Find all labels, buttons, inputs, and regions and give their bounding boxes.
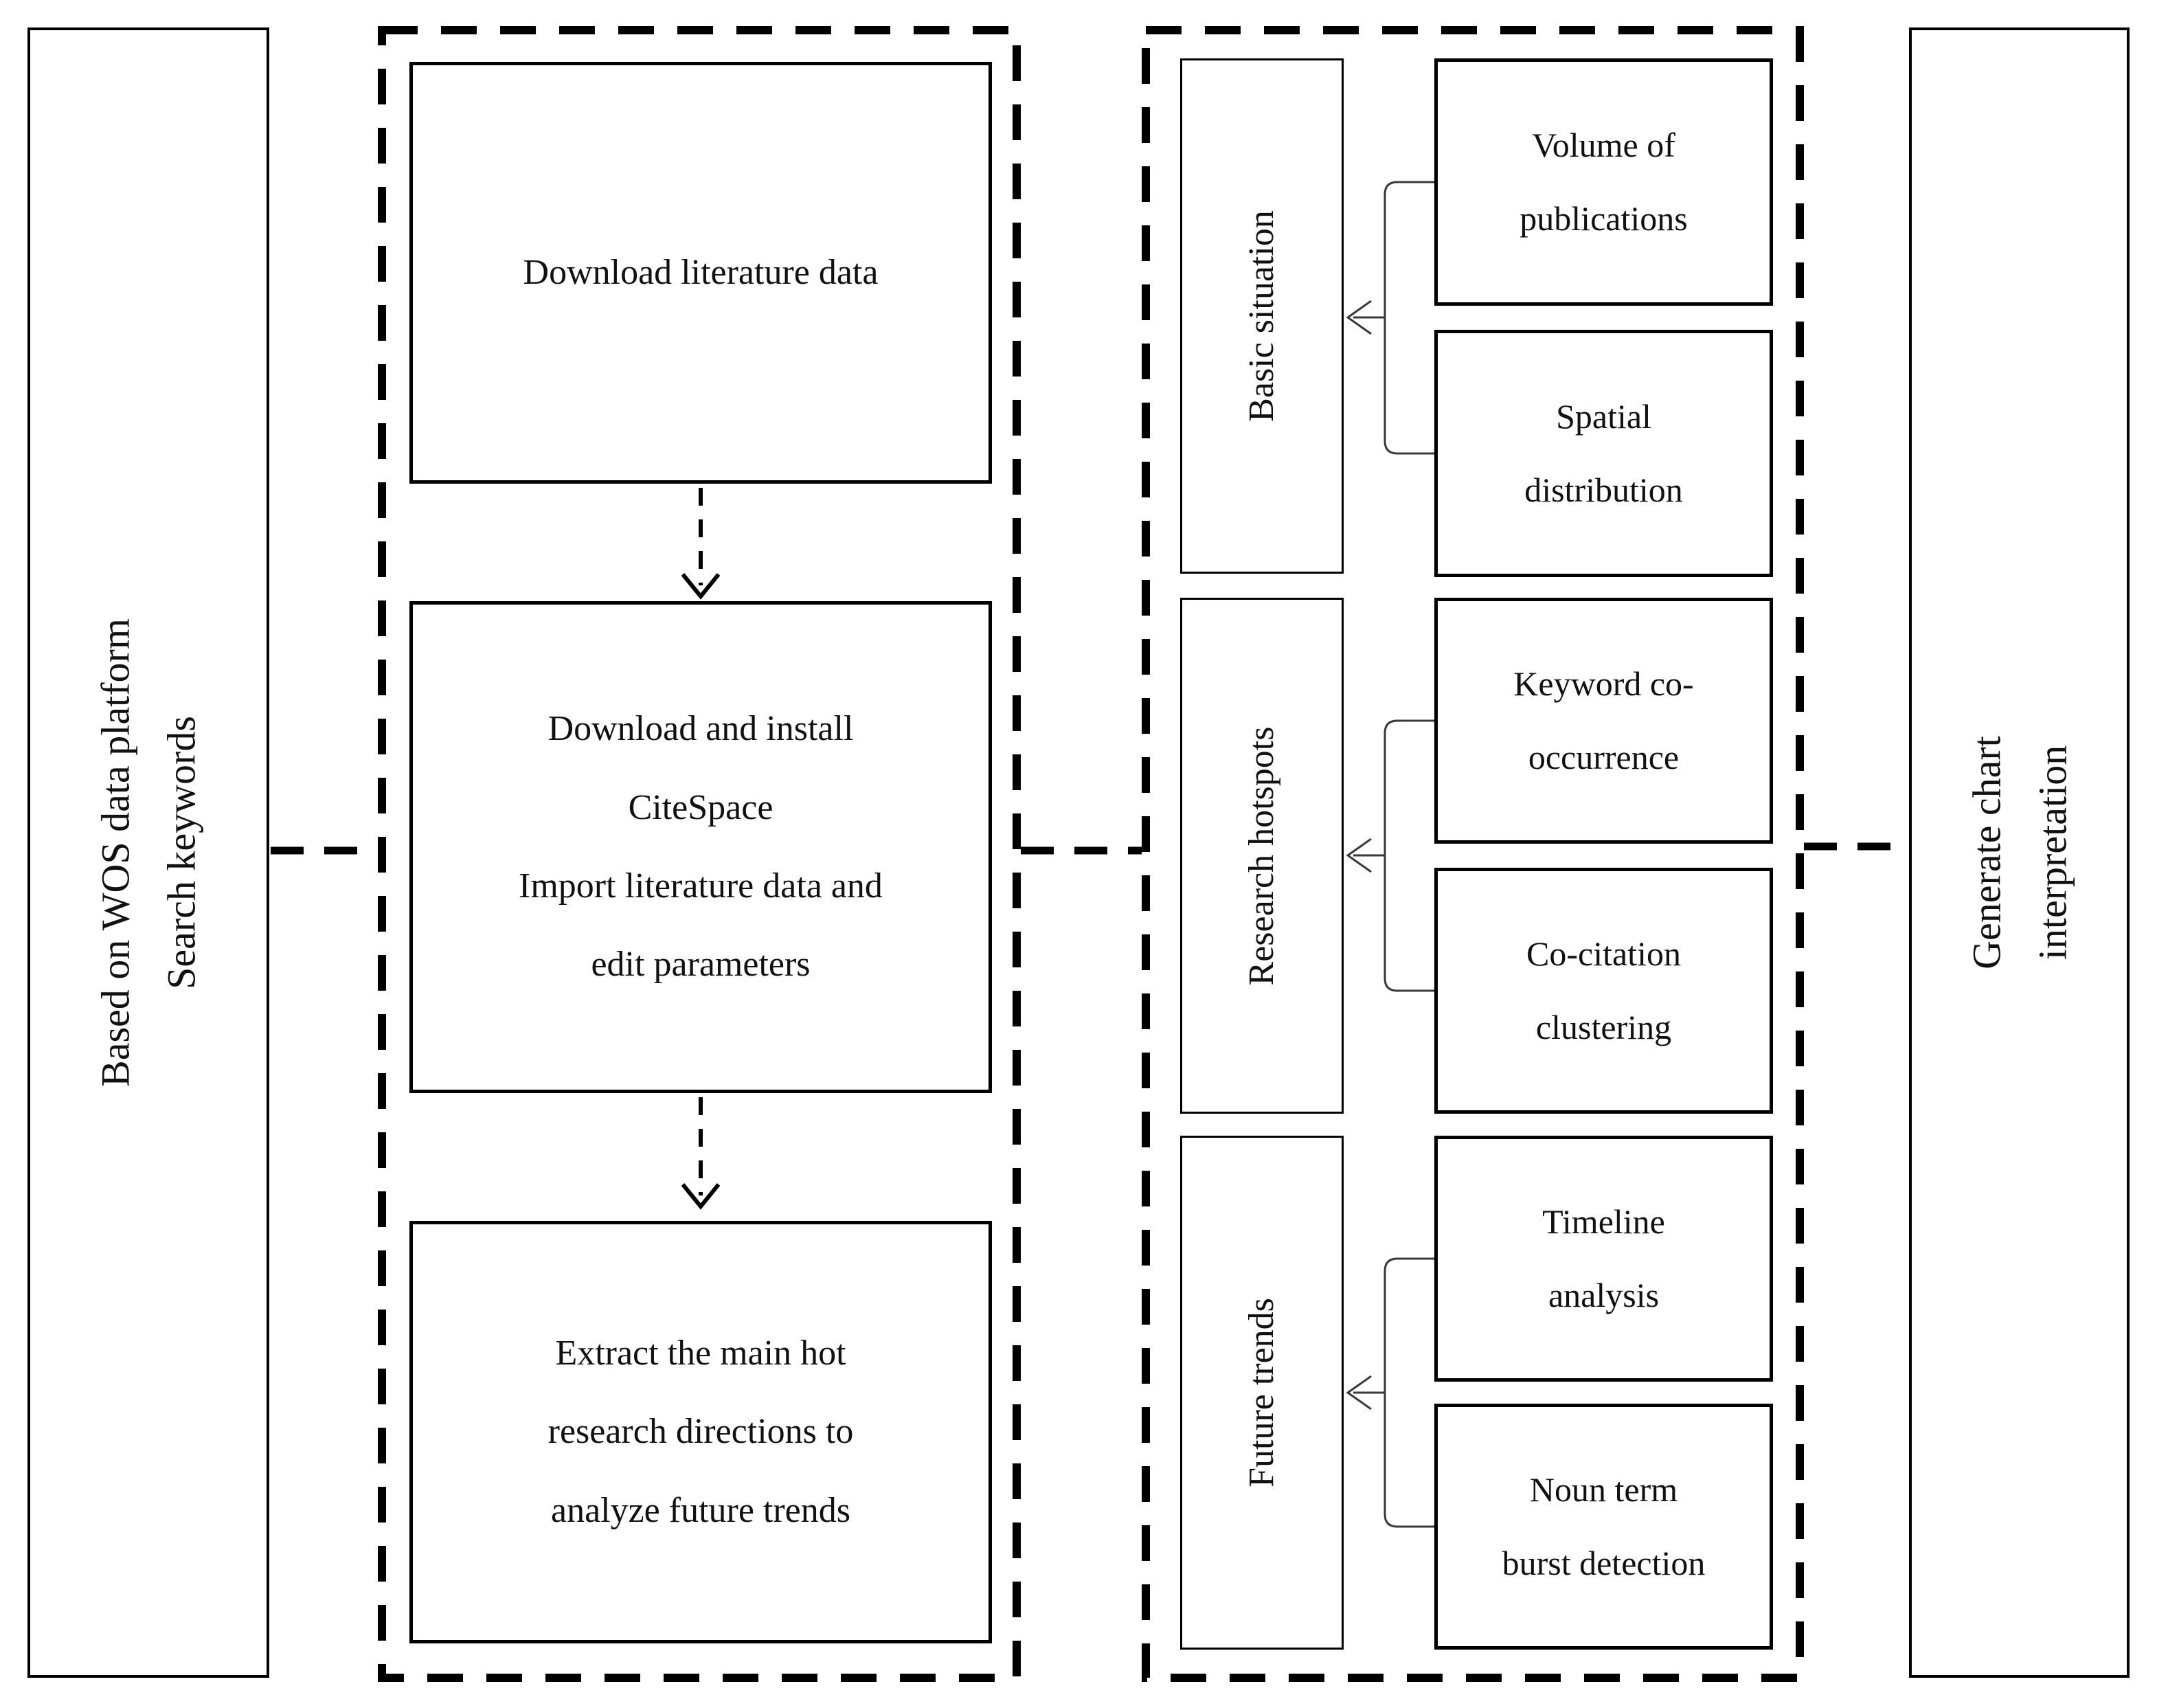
arrow-step2-step3-head <box>683 1184 719 1206</box>
method-text: burst detection <box>1502 1544 1706 1582</box>
method-box-timeline-analysis <box>1434 1136 1773 1382</box>
category-label: Basic situation <box>1241 210 1281 422</box>
step-text: analyze future trends <box>550 1490 850 1530</box>
category-box-future-trends <box>1180 1136 1344 1650</box>
method-text: analysis <box>1548 1276 1660 1314</box>
step-text: edit parameters <box>591 945 811 985</box>
bracket-basic-situation <box>1385 182 1434 453</box>
category-label: Future trends <box>1241 1298 1281 1487</box>
method-box-keyword-co-occurrence <box>1434 598 1773 844</box>
step-box-extract-directions <box>409 1221 992 1643</box>
method-text: Noun term <box>1529 1470 1678 1509</box>
category-box-basic-situation <box>1180 58 1344 574</box>
step-text: Download and install <box>547 709 854 749</box>
method-box-noun-term-burst-detection <box>1434 1404 1773 1650</box>
method-text: distribution <box>1524 471 1683 509</box>
method-text: Keyword co- <box>1513 664 1694 703</box>
output-panel-label <box>1954 736 2085 969</box>
method-box-spatial-distribution <box>1434 330 1773 577</box>
category-label: Research hotspots <box>1241 726 1281 985</box>
step-text: CiteSpace <box>628 787 773 827</box>
output-panel-line2: interpretation <box>2029 745 2075 960</box>
step-text: Import literature data and <box>519 866 883 906</box>
method-text: Co-citation <box>1526 934 1681 973</box>
category-box-research-hotspots <box>1180 598 1344 1114</box>
method-box-volume-of-publications <box>1434 58 1773 306</box>
output-panel <box>1909 27 2130 1678</box>
step-text: research directions to <box>547 1412 854 1452</box>
wos-panel-label <box>82 618 214 1087</box>
output-panel-line1: Generate chart <box>1963 736 2009 969</box>
wos-panel <box>27 27 269 1678</box>
step-box-download-data <box>409 62 992 484</box>
bracket-arrow-research-hotspots-head <box>1348 839 1371 872</box>
arrow-step1-step2-head <box>683 574 719 596</box>
bracket-research-hotspots <box>1385 721 1434 991</box>
method-text: Spatial <box>1556 396 1651 436</box>
method-text: publications <box>1520 199 1688 238</box>
method-text: clustering <box>1535 1008 1672 1046</box>
bracket-arrow-basic-situation-head <box>1348 301 1371 334</box>
bracket-future-trends <box>1385 1259 1434 1527</box>
bracket-arrow-future-trends-head <box>1348 1376 1371 1409</box>
method-text: occurrence <box>1528 738 1680 776</box>
method-text: Volume of <box>1532 125 1675 164</box>
wos-panel-line2: Search keywords <box>159 716 203 989</box>
wos-panel-line1: Based on WOS data platform <box>93 618 138 1087</box>
step-text: Download literature data <box>523 252 879 292</box>
method-text: Timeline <box>1542 1202 1665 1241</box>
step-text: Extract the main hot <box>555 1333 846 1373</box>
step-box-install-citespace <box>409 601 992 1093</box>
method-box-co-citation-clustering <box>1434 868 1773 1114</box>
